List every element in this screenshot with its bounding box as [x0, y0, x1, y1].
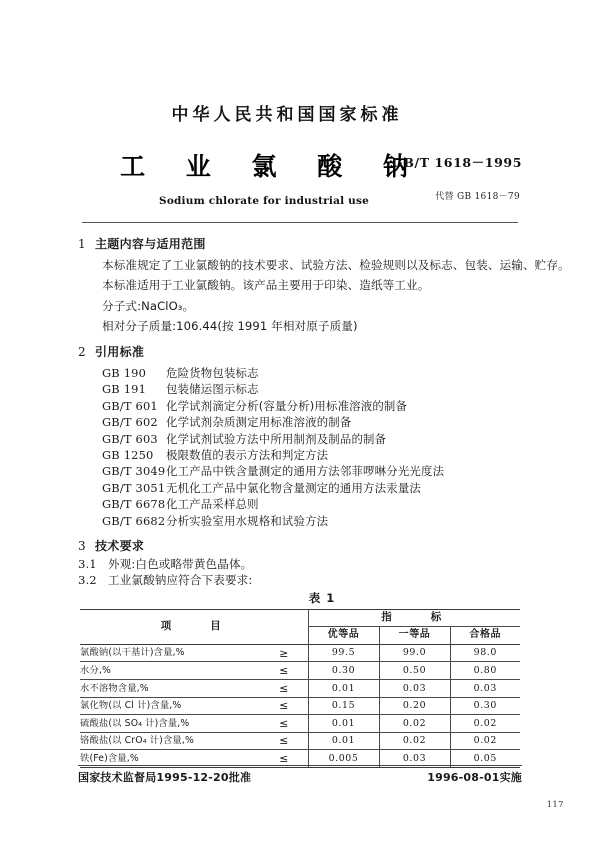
clause-number: 3.2 [78, 572, 97, 587]
reference-name-extra: 杂质测定用标准溶液的制备 [212, 415, 352, 430]
table-row [80, 662, 520, 680]
clause-text: 外观:白色或略带黄色晶体。 [108, 557, 253, 572]
row-value-first: 0.02 [379, 732, 450, 750]
section-3-number: 3 [78, 539, 86, 554]
row-item-label: 氯化物(以 Cl 计)含量,% [80, 697, 260, 715]
section-1-paragraph: 本标准规定了工业氯酸钠的技术要求、试验方法、检验规则以及标志、包装、运输、贮存。 [102, 258, 570, 272]
section-1-title: 主题内容与适用范围 [95, 237, 206, 251]
standard-replaces-note: 代替 GB 1618－79 [435, 192, 520, 202]
section-3-title: 技术要求 [95, 539, 145, 554]
row-operator: ≤ [260, 679, 308, 697]
section-3-heading [78, 540, 526, 552]
footer-divider [78, 765, 522, 766]
row-operator: ≤ [260, 750, 308, 768]
row-value-first: 0.03 [379, 750, 450, 768]
reference-code: GB/T 6682 [102, 513, 166, 528]
row-value-premium: 0.01 [308, 679, 379, 697]
reference-name-extra: 邻菲啰啉分光光度法 [339, 464, 445, 479]
row-operator: ≤ [260, 662, 308, 680]
section-1-paragraph: 本标准适用于工业氯酸钠。该产品主要用于印染、造纸等工业。 [102, 278, 430, 293]
reference-name: 包装储运图示标志 [166, 382, 259, 397]
table-row [80, 697, 520, 715]
clause-3-2 [78, 572, 526, 587]
reference-code: GB/T 3049 [102, 464, 166, 479]
national-standard-label: 中华人民共和国国家标准 [171, 105, 403, 125]
table-row [80, 644, 520, 662]
reference-code: GB/T 601 [102, 398, 158, 413]
row-item-label: 水分,% [80, 662, 260, 680]
clause-text: 工业氯酸钠应符合下表要求: [108, 572, 253, 587]
row-value-premium: 0.01 [308, 715, 379, 733]
reference-code: GB/T 603 [102, 431, 158, 446]
row-operator: ≤ [260, 732, 308, 750]
page-number: 117 [546, 800, 564, 810]
row-value-first: 0.02 [379, 715, 450, 733]
table-row [80, 679, 520, 697]
section-1-heading [78, 238, 526, 250]
clause-number: 3.1 [78, 557, 97, 572]
table-row [80, 715, 520, 733]
implementation-date: 1996-08-01实施 [427, 771, 522, 784]
reference-code: GB/T 602 [102, 415, 158, 430]
reference-name: 极限数值的表示方法和判定方法 [166, 447, 329, 462]
reference-name: 化工产品中铁含量测定的通用方法 [166, 464, 340, 479]
reference-name: 化学试剂 [166, 398, 213, 413]
row-value-premium: 0.15 [308, 697, 379, 715]
column-header-grade-first: 一等品 [379, 626, 450, 644]
page-title: 工 业 氯 酸 钠 [120, 152, 424, 181]
section-2-number: 2 [78, 344, 86, 359]
title-row [78, 147, 522, 209]
row-value-qualified: 98.0 [450, 644, 520, 662]
column-header-grade-premium: 优等品 [308, 626, 379, 644]
relative-molecular-mass: 相对分子质量:106.44(按 1991 年相对原子质量) [102, 319, 358, 334]
list-item [102, 463, 526, 479]
list-item [102, 398, 526, 414]
reference-name-extra: 试验方法中所用制剂及制品的制备 [212, 431, 387, 446]
reference-name: 化学试剂 [166, 431, 213, 446]
row-value-qualified: 0.80 [450, 662, 520, 680]
document-subtitle-english: Sodium chlorate for industrial use [159, 195, 369, 207]
reference-name-extra: 汞量法 [386, 480, 422, 495]
referenced-standards-list [78, 365, 526, 529]
row-value-first: 0.50 [379, 662, 450, 680]
header-divider [82, 222, 518, 223]
list-item [102, 431, 526, 447]
masthead [78, 100, 522, 209]
reference-name-extra: 滴定分析(容量分析)用标准溶液的制备 [212, 398, 408, 413]
reference-code: GB 191 [102, 382, 147, 397]
column-header-index-group: 指 标 [308, 609, 520, 626]
row-value-premium: 0.30 [308, 662, 379, 680]
row-operator: ≥ [260, 644, 308, 662]
column-header-item: 项 目 [80, 609, 308, 644]
column-header-grade-qualified: 合格品 [450, 626, 520, 644]
table-caption: 表 1 [308, 591, 336, 606]
row-operator: ≤ [260, 715, 308, 733]
section-2-heading [78, 346, 526, 358]
reference-name: 化学试剂 [166, 415, 213, 430]
reference-code: GB/T 6678 [102, 497, 166, 512]
table-header-row-group [80, 609, 520, 626]
specification-table [80, 609, 520, 768]
table-row [80, 732, 520, 750]
row-item-label: 铬酸盐(以 CrO₄ 计)含量,% [80, 732, 260, 750]
row-value-first: 0.20 [379, 697, 450, 715]
row-value-first: 99.0 [379, 644, 450, 662]
standard-number: GB/T 1618－1995 [392, 155, 522, 170]
reference-code: GB/T 3051 [102, 480, 166, 495]
list-item [102, 414, 526, 430]
row-value-qualified: 0.02 [450, 715, 520, 733]
row-value-first: 0.03 [379, 679, 450, 697]
reference-name: 分析实验室用水规格和试验方法 [166, 513, 329, 528]
row-item-label: 氯酸钠(以干基计)含量,% [80, 644, 260, 662]
list-item [102, 447, 526, 463]
list-item [102, 480, 526, 496]
reference-name: 化工产品采样总则 [166, 497, 259, 512]
approval-statement: 国家技术监督局1995-12-20批准 [78, 771, 252, 784]
row-item-label: 硫酸盐(以 SO₄ 计)含量,% [80, 715, 260, 733]
row-item-label: 铁(Fe)含量,% [80, 750, 260, 768]
list-item [102, 381, 526, 397]
row-value-premium: 99.5 [308, 644, 379, 662]
reference-code: GB 190 [102, 365, 147, 380]
molecular-formula: 分子式:NaClO₃。 [102, 298, 195, 313]
list-item [102, 496, 526, 512]
section-1-number: 1 [78, 237, 86, 251]
row-operator: ≤ [260, 697, 308, 715]
row-value-qualified: 0.30 [450, 697, 520, 715]
reference-name: 无机化工产品中氯化物含量测定的通用方法 [166, 480, 387, 495]
list-item [102, 365, 526, 381]
section-2-title: 引用标准 [95, 344, 145, 359]
list-item [102, 513, 526, 529]
row-item-label: 水不溶物含量,% [80, 679, 260, 697]
specification-table-wrap [78, 593, 526, 768]
clause-3-1 [78, 559, 526, 571]
document-body [78, 237, 570, 768]
reference-code: GB 1250 [102, 447, 154, 462]
row-value-premium: 0.01 [308, 732, 379, 750]
row-value-premium: 0.005 [308, 750, 379, 768]
row-value-qualified: 0.02 [450, 732, 520, 750]
row-value-qualified: 0.05 [450, 750, 520, 768]
row-value-qualified: 0.03 [450, 679, 520, 697]
reference-name: 危险货物包装标志 [166, 365, 259, 380]
page-footer [78, 769, 522, 785]
